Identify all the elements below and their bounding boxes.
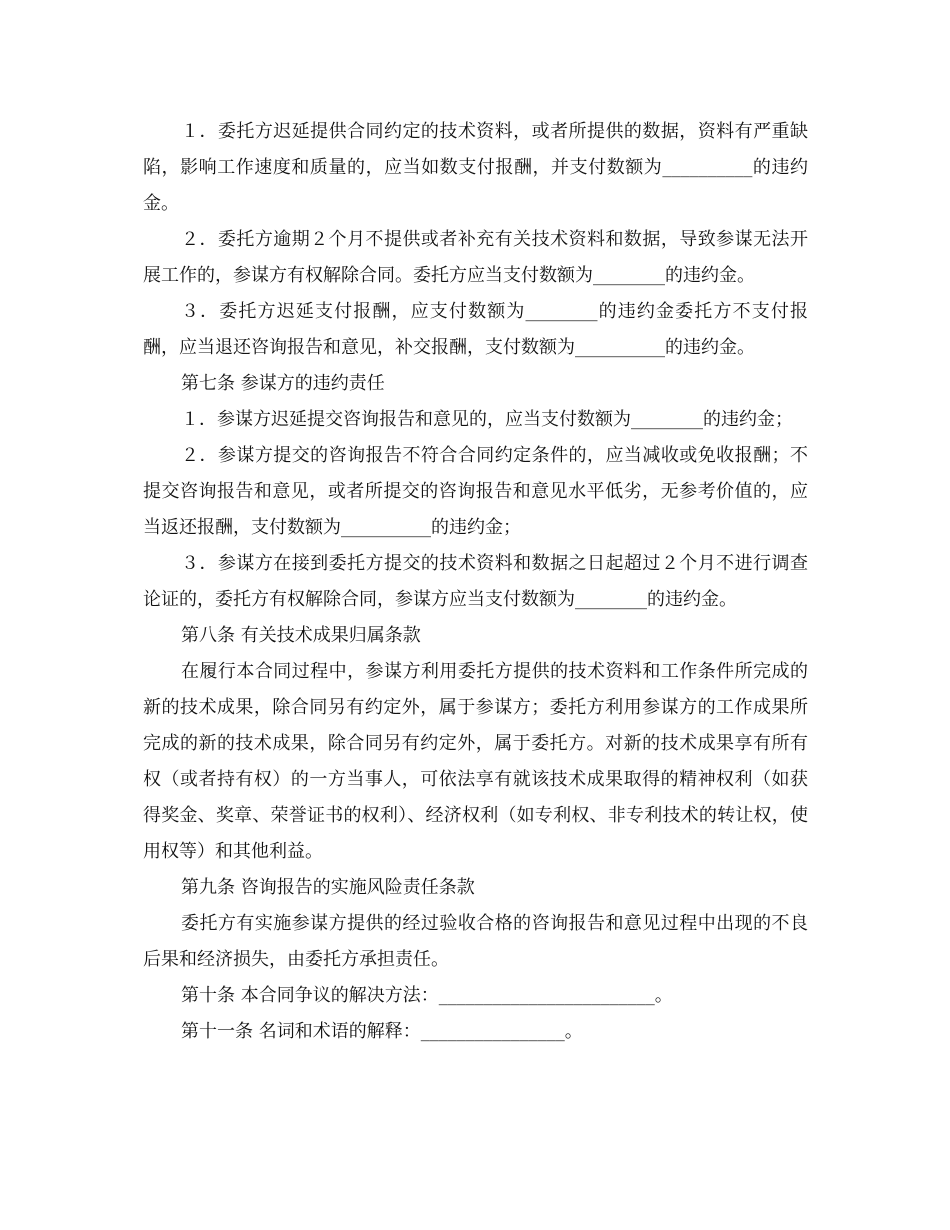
clause-6-item-3: ３．委托方迟延支付报酬，应支付数额为________的违约金委托方不支付报酬，应当退还咨询报告和意见，补交报酬，支付数额为__________的违约金。 <box>143 301 808 358</box>
clause-6-item-2: ２．委托方逾期２个月不提供或者补充有关技术资料和数据，导致参谋无法开展工作的，参谋方有权解除合同。委托方应当支付数额为________的违约金。 <box>143 229 808 286</box>
clause-11: 第十一条 名词和术语的解释：________________。 <box>181 1021 583 1042</box>
clause-7-item-2: ２．参谋方提交的咨询报告不符合合同约定条件的，应当减收或免收报酬；不提交咨询报告和意见，或者所提交的咨询报告和意见水平低劣，无参考价值的，应当返还报酬，支付数额为__________的违约金； <box>143 445 808 538</box>
clause-9-heading: 第九条 咨询报告的实施风险责任条款 <box>181 877 475 898</box>
clause-9-body: 委托方有实施参谋方提供的经过验收合格的咨询报告和意见过程中出现的不良后果和经济损失，由委托方承担责任。 <box>143 913 808 970</box>
clause-7-item-3: ３．参谋方在接到委托方提交的技术资料和数据之日起超过２个月不进行调查论证的，委托方有权解除合同，参谋方应当支付数额为________的违约金。 <box>143 553 808 610</box>
document-page <box>143 114 808 1050</box>
clause-7-heading: 第七条 参谋方的违约责任 <box>181 373 385 394</box>
clause-7-item-1: １．参谋方迟延提交咨询报告和意见的，应当支付数额为________的违约金； <box>181 409 793 430</box>
clause-8-heading: 第八条 有关技术成果归属条款 <box>181 625 421 646</box>
clause-8-body: 在履行本合同过程中，参谋方利用委托方提供的技术资料和工作条件所完成的新的技术成果，除合同另有约定外，属于参谋方；委托方利用参谋方的工作成果所完成的新的技术成果，除合同另有约定外，属于委托方。对新的技术成果享有所有权（或者持有权）的一方当事人，可依法享有就该技术成果取得的精神权利（如获得奖金、奖章、荣誉证书的权利）、经济权利（如专利权、非专利技术的转让权，使用权等）和其他利益。 <box>143 661 808 862</box>
clause-6-item-1: １．委托方迟延提供合同约定的技术资料，或者所提供的数据，资料有严重缺陷，影响工作速度和质量的，应当如数支付报酬，并支付数额为__________的违约金。 <box>143 121 808 214</box>
clause-10: 第十条 本合同争议的解决方法：________________________。 <box>181 985 673 1006</box>
